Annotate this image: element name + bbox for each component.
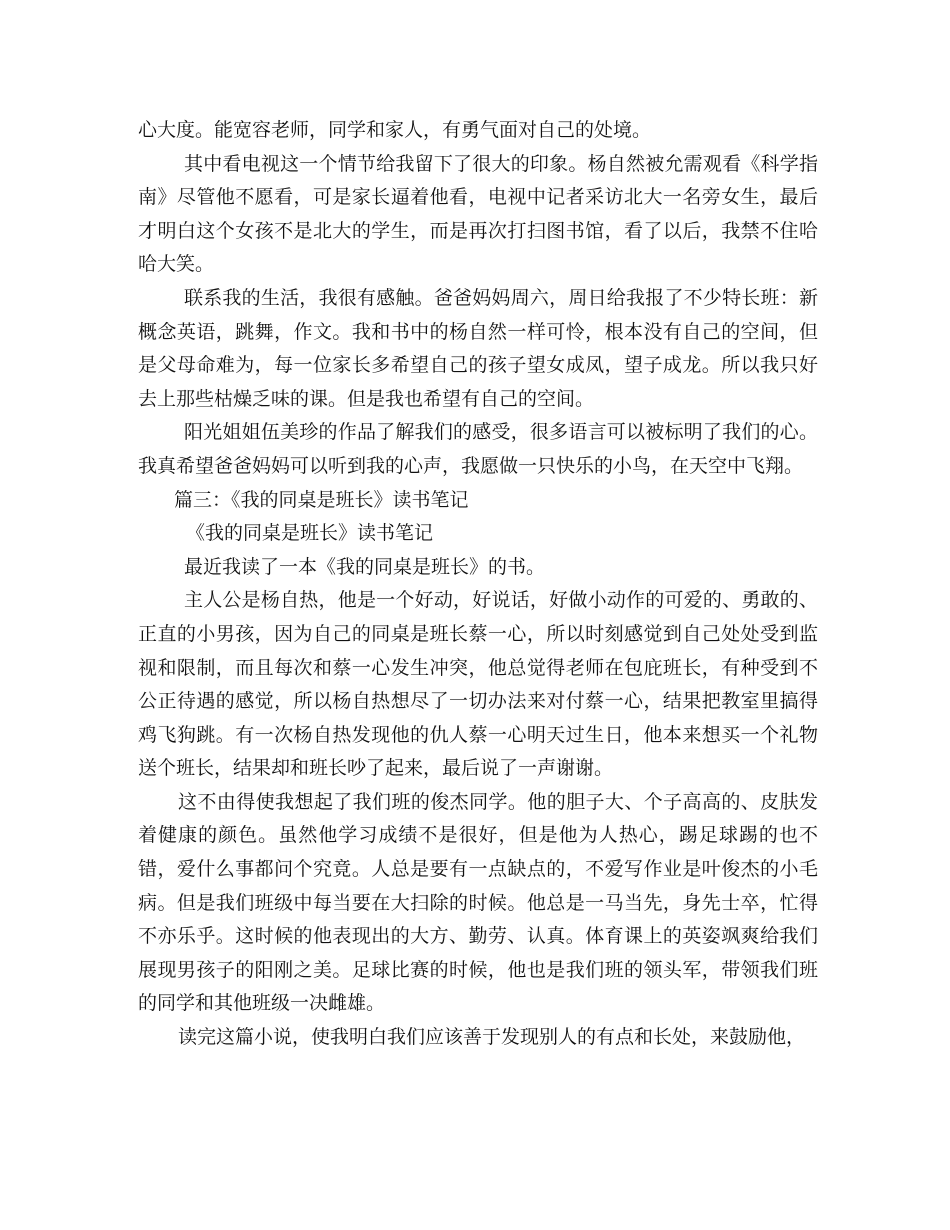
article-title: 《我的同桌是班长》读书笔记 [186,522,434,545]
paragraph-author-feelings: 阳光姐姐伍美珍的作品了解我们的感受，很多语言可以被标明了我们的心。我真希望爸爸妈妈可以听到我的心声，我愿做一只快乐的小鸟，在天空中飞翔。 [138,421,818,477]
paragraph-conclusion: 读完这篇小说，使我明白我们应该善于发现别人的有点和长处，来鼓励他， [178,1026,806,1049]
paragraph-tv-episode: 其中看电视这一个情节给我留下了很大的印象。杨自然被允需观看《科学指南》尽管他不愿看，可是家长逼着他看，电视中记者采访北大一名旁女生，最后才明白这个女孩不是北大的学生，而是再次打扫图书馆，看了以后，我禁不住哈哈大笑。 [138,152,818,276]
section-heading: 篇三：《我的同桌是班长》读书笔记 [174,488,469,511]
document-body [138,114,818,1055]
paragraph-my-life: 联系我的生活，我很有感触。爸爸妈妈周六，周日给我报了不少特长班：新概念英语，跳舞，作文。我和书中的杨自然一样可怜，根本没有自己的空间，但是父母命难为，每一位家长多希望自己的孩子望女成凤，望子成龙。所以我只好去上那些枯燥乏味的课。但是我也希望有自己的空间。 [138,286,818,410]
paragraph-intro: 最近我读了一本《我的同桌是班长》的书。 [184,555,546,578]
paragraph-classmate: 这不由得使我想起了我们班的俊杰同学。他的胆子大、个子高高的、皮肤发着健康的颜色。虽然他学习成绩不是很好，但是他为人热心，踢足球踢的也不错，爱什么事都问个究竟。人总是要有一点缺点的，不爱写作业是叶俊杰的小毛病。但是我们班级中每当要在大扫除的时候。他总是一马当先，身先士卒，忙得不亦乐乎。这时候的他表现出的大方、勤劳、认真。体育课上的英姿飒爽给我们展现男孩子的阳刚之美。足球比赛的时候，他也是我们班的领头军，带领我们班的同学和其他班级一决雌雄。 [138,790,818,1015]
paragraph-continuation: 心大度。能宽容老师，同学和家人，有勇气面对自己的处境。 [138,119,652,141]
paragraph-protagonist: 主人公是杨自热，他是一个好动，好说话，好做小动作的可爱的、勇敢的、正直的小男孩，因为自己的同桌是班长蔡一心，所以时刻感觉到自己处处受到监视和限制，而且每次和蔡一心发生冲突，他总觉得老师在包庇班长，有种受到不公正待遇的感觉，所以杨自热想尽了一切办法来对付蔡一心，结果把教室里搞得鸡飞狗跳。有一次杨自热发现他的仇人蔡一心明天过生日，他本来想买一个礼物送个班长，结果却和班长吵了起来，最后说了一声谢谢。 [138,589,818,780]
